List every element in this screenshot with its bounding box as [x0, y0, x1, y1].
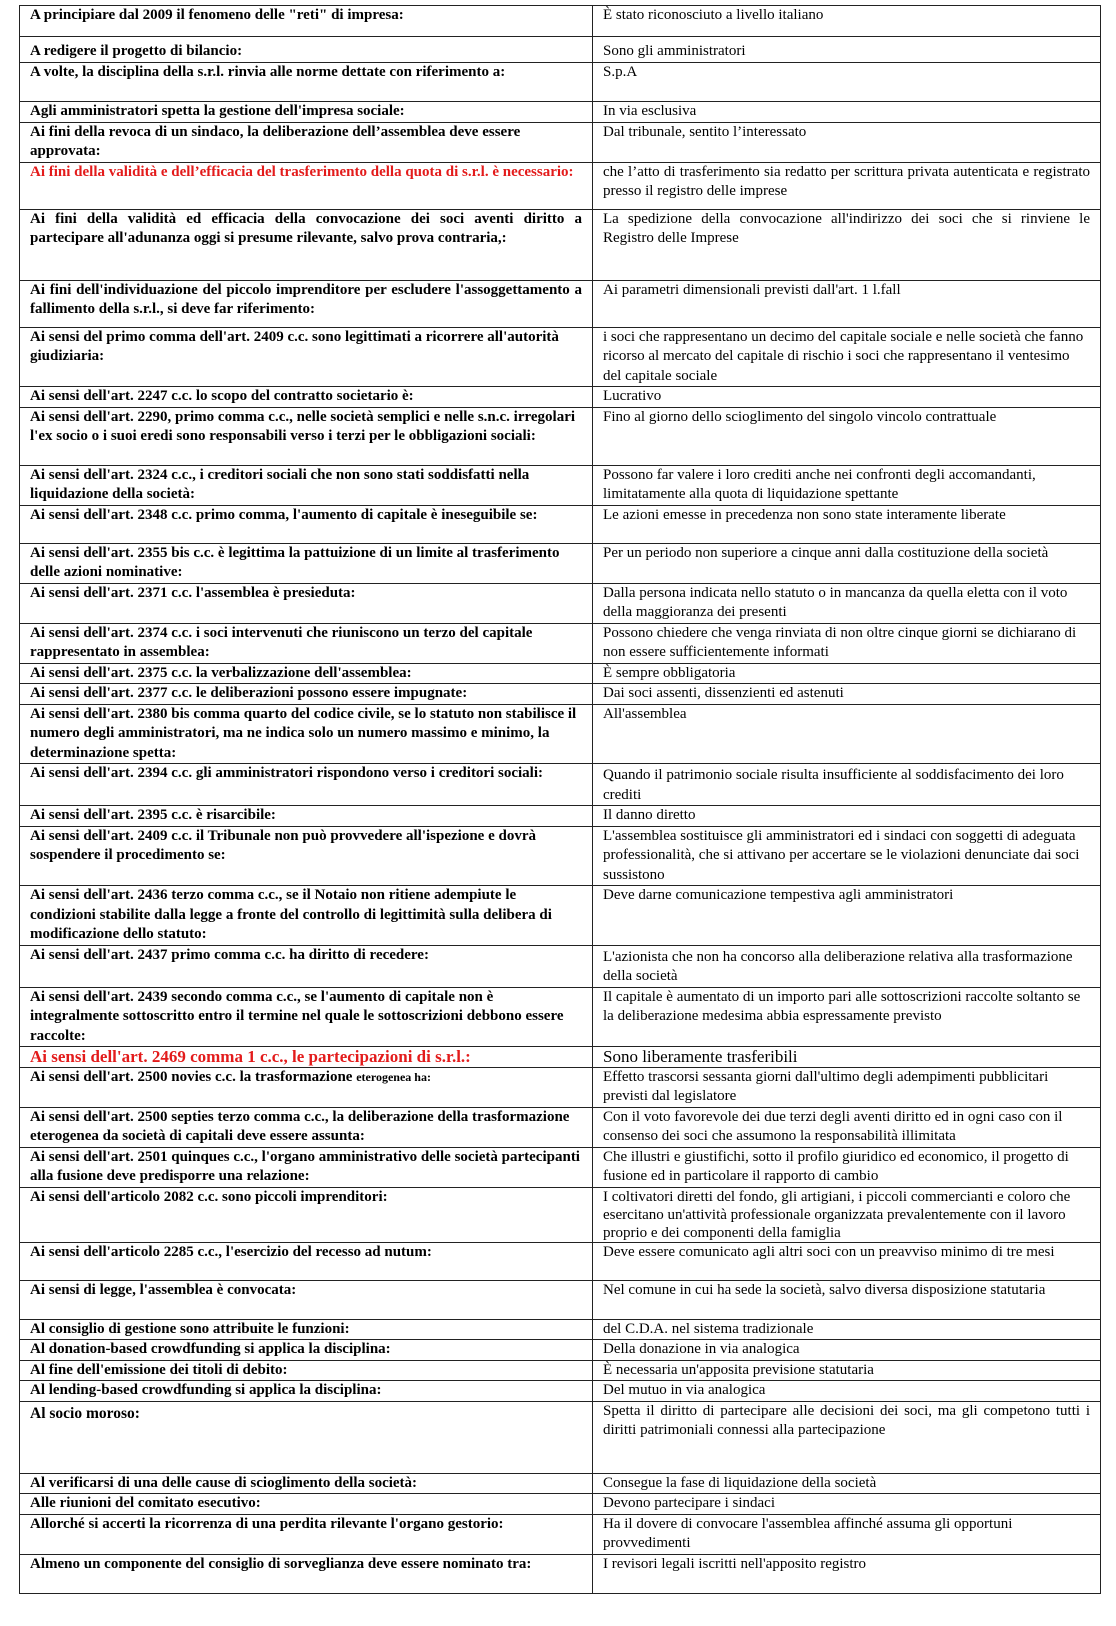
question-cell: A redigere il progetto di bilancio: — [20, 37, 593, 63]
answer-cell: All'assemblea — [593, 704, 1101, 764]
table-row — [20, 826, 1101, 886]
answer-cell: Deve darne comunicazione tempestiva agli amministratori — [593, 886, 1101, 946]
table-row — [20, 1319, 1101, 1340]
question-cell: Ai sensi dell'art. 2348 c.c. primo comma, l'aumento di capitale è ineseguibile se: — [20, 505, 593, 543]
table-row — [20, 623, 1101, 663]
question-cell: Al donation-based crowdfunding si applica la disciplina: — [20, 1340, 593, 1361]
table-row — [20, 1340, 1101, 1361]
table-row — [20, 280, 1101, 327]
table-row — [20, 63, 1101, 102]
answer-cell: Il danno diretto — [593, 806, 1101, 827]
answer-cell: Il capitale è aumentato di un importo pari alle sottoscrizioni raccolte soltanto se la deliberazione medesima abbia espressamente previsto — [593, 987, 1101, 1047]
table-row — [20, 1187, 1101, 1242]
question-cell: Al socio moroso: — [20, 1401, 593, 1473]
question-cell: Almeno un componente del consiglio di sorveglianza deve essere nominato tra: — [20, 1554, 593, 1593]
question-cell: Ai sensi dell'art. 2500 septies terzo comma c.c., la deliberazione della trasformazione eterogenea da società di capitali deve essere assunta: — [20, 1107, 593, 1147]
question-cell: Ai sensi dell'art. 2290, primo comma c.c., nelle società semplici e nelle s.n.c. irregolari l'ex socio o i suoi eredi sono responsabili verso i terzi per le obbligazioni sociali: — [20, 407, 593, 465]
answer-cell: Dalla persona indicata nello statuto o in mancanza da quella eletta con il voto della maggioranza dei presenti — [593, 583, 1101, 623]
question-cell: Ai sensi dell'art. 2501 quinques c.c., l'organo amministrativo delle società partecipanti alla fusione deve predisporre una relazione: — [20, 1147, 593, 1187]
table-row — [20, 1473, 1101, 1494]
answer-cell: In via esclusiva — [593, 102, 1101, 123]
table-row — [20, 1401, 1101, 1473]
answer-cell: Nel comune in cui ha sede la società, salvo diversa disposizione statutaria — [593, 1280, 1101, 1319]
question-cell: Alle riunioni del comitato esecutivo: — [20, 1494, 593, 1515]
answer-cell: Della donazione in via analogica — [593, 1340, 1101, 1361]
table-row — [20, 1514, 1101, 1554]
table-row — [20, 1280, 1101, 1319]
table-row — [20, 663, 1101, 684]
table-row — [20, 37, 1101, 63]
question-text-tail: eterogenea ha: — [356, 1069, 431, 1084]
table-row — [20, 387, 1101, 408]
answer-cell: i soci che rappresentano un decimo del capitale sociale e nelle società che fanno ricorso al mercato del capitale di rischio i soci che rappresentano il ventesimo del capitale sociale — [593, 327, 1101, 387]
question-cell: Al verificarsi di una delle cause di scioglimento della società: — [20, 1473, 593, 1494]
table-row — [20, 465, 1101, 505]
table-row — [20, 1360, 1101, 1381]
table-row — [20, 1047, 1101, 1068]
answer-cell: È stato riconosciuto a livello italiano — [593, 6, 1101, 37]
table-row — [20, 102, 1101, 123]
qa-table — [19, 5, 1101, 1594]
question-cell: Ai sensi dell'art. 2469 comma 1 c.c., le partecipazioni di s.r.l.: — [20, 1047, 593, 1068]
answer-cell: Possono far valere i loro crediti anche nei confronti degli accomandanti, limitatamente alla quota di liquidazione spettante — [593, 465, 1101, 505]
table-row — [20, 684, 1101, 705]
answer-cell: L'azionista che non ha concorso alla deliberazione relativa alla trasformazione della società — [593, 945, 1101, 987]
answer-cell: Sono gli amministratori — [593, 37, 1101, 63]
table-row — [20, 122, 1101, 162]
answer-cell: Deve essere comunicato agli altri soci con un preavviso minimo di tre mesi — [593, 1242, 1101, 1280]
question-cell: Al lending-based crowdfunding si applica la disciplina: — [20, 1381, 593, 1402]
answer-cell: Ha il dovere di convocare l'assemblea affinché assuma gli opportuni provvedimenti — [593, 1514, 1101, 1554]
answer-cell: Spetta il diritto di partecipare alle decisioni dei soci, ma gli competono tutti i diritti patrimoniali connessi alla partecipazione — [593, 1401, 1101, 1473]
answer-cell: S.p.A — [593, 63, 1101, 102]
question-cell: Ai fini della validità ed efficacia della convocazione dei soci aventi diritto a partecipare all'adunanza oggi si presume rilevante, salvo prova contraria,: — [20, 209, 593, 280]
question-cell: Ai sensi dell'articolo 2285 c.c., l'esercizio del recesso ad nutum: — [20, 1242, 593, 1280]
question-cell — [20, 1067, 593, 1107]
question-cell: Ai sensi dell'art. 2247 c.c. lo scopo del contratto societario è: — [20, 387, 593, 408]
answer-cell: Possono chiedere che venga rinviata di non oltre cinque giorni se dichiarano di non essere sufficientemente informati — [593, 623, 1101, 663]
question-cell: Ai fini dell'individuazione del piccolo imprenditore per escludere l'assoggettamento a fallimento della s.r.l., si deve far riferimento: — [20, 280, 593, 327]
answer-cell: L'assemblea sostituisce gli amministratori ed i sindaci con soggetti di adeguata professionalità, che si attivano per accertare se le violazioni denunciate dai soci sussistono — [593, 826, 1101, 886]
answer-cell: Effetto trascorsi sessanta giorni dall'ultimo degli adempimenti pubblicitari previsti dal legislatore — [593, 1067, 1101, 1107]
table-row — [20, 704, 1101, 764]
answer-cell: Dal tribunale, sentito l’interessato — [593, 122, 1101, 162]
table-row — [20, 209, 1101, 280]
answer-cell: La spedizione della convocazione all'indirizzo dei soci che si rinviene le Registro delle Imprese — [593, 209, 1101, 280]
question-cell: Ai sensi dell'art. 2377 c.c. le deliberazioni possono essere impugnate: — [20, 684, 593, 705]
table-row — [20, 886, 1101, 946]
table-row — [20, 764, 1101, 806]
question-cell: Ai sensi dell'art. 2355 bis c.c. è legittima la pattuizione di un limite al trasferimento delle azioni nominative: — [20, 543, 593, 583]
question-cell: Ai fini della revoca di un sindaco, la deliberazione dell’assemblea deve essere approvata: — [20, 122, 593, 162]
answer-cell: Sono liberamente trasferibili — [593, 1047, 1101, 1068]
table-row — [20, 1147, 1101, 1187]
question-cell: Al fine dell'emissione dei titoli di debito: — [20, 1360, 593, 1381]
table-row — [20, 407, 1101, 465]
table-row — [20, 1242, 1101, 1280]
answer-cell: Fino al giorno dello scioglimento del singolo vincolo contrattuale — [593, 407, 1101, 465]
answer-cell: Ai parametri dimensionali previsti dall'art. 1 l.fall — [593, 280, 1101, 327]
answer-cell: Dai soci assenti, dissenzienti ed astenuti — [593, 684, 1101, 705]
table-row — [20, 806, 1101, 827]
question-cell: Ai sensi dell'art. 2375 c.c. la verbalizzazione dell'assemblea: — [20, 663, 593, 684]
question-cell: A principiare dal 2009 il fenomeno delle "reti" di impresa: — [20, 6, 593, 37]
answer-cell: del C.D.A. nel sistema tradizionale — [593, 1319, 1101, 1340]
question-cell: Ai sensi dell'art. 2409 c.c. il Tribunale non può provvedere all'ispezione e dovrà sospendere il procedimento se: — [20, 826, 593, 886]
table-row — [20, 1381, 1101, 1402]
answer-cell: Consegue la fase di liquidazione della società — [593, 1473, 1101, 1494]
question-cell: Agli amministratori spetta la gestione dell'impresa sociale: — [20, 102, 593, 123]
question-cell: Ai sensi dell'art. 2437 primo comma c.c. ha diritto di recedere: — [20, 945, 593, 987]
answer-cell: Del mutuo in via analogica — [593, 1381, 1101, 1402]
answer-cell: Lucrativo — [593, 387, 1101, 408]
answer-cell: Devono partecipare i sindaci — [593, 1494, 1101, 1515]
answer-cell: Per un periodo non superiore a cinque anni dalla costituzione della società — [593, 543, 1101, 583]
table-row — [20, 162, 1101, 209]
question-cell: Allorché si accerti la ricorrenza di una perdita rilevante l'organo gestorio: — [20, 1514, 593, 1554]
question-cell: Ai sensi dell'articolo 2082 c.c. sono piccoli imprenditori: — [20, 1187, 593, 1242]
question-cell: Ai sensi dell'art. 2395 c.c. è risarcibile: — [20, 806, 593, 827]
table-row — [20, 6, 1101, 37]
question-cell: A volte, la disciplina della s.r.l. rinvia alle norme dettate con riferimento a: — [20, 63, 593, 102]
table-row — [20, 543, 1101, 583]
question-cell: Ai sensi di legge, l'assemblea è convocata: — [20, 1280, 593, 1319]
answer-cell: che l’atto di trasferimento sia redatto per scrittura privata autenticata e registrato presso il registro delle imprese — [593, 162, 1101, 209]
question-cell: Ai sensi dell'art. 2324 c.c., i creditori sociali che non sono stati soddisfatti nella liquidazione della società: — [20, 465, 593, 505]
question-cell: Ai sensi dell'art. 2371 c.c. l'assemblea è presieduta: — [20, 583, 593, 623]
question-cell: Ai sensi dell'art. 2380 bis comma quarto del codice civile, se lo statuto non stabilisce il numero degli amministratori, ma ne indica solo un numero massimo e minimo, la determinazione spetta: — [20, 704, 593, 764]
question-cell: Al consiglio di gestione sono attribuite le funzioni: — [20, 1319, 593, 1340]
question-text: Ai sensi dell'art. 2500 novies c.c. la trasformazione — [30, 1068, 353, 1085]
question-cell: Ai sensi dell'art. 2394 c.c. gli amministratori rispondono verso i creditori sociali: — [20, 764, 593, 806]
table-row — [20, 1494, 1101, 1515]
table-row — [20, 987, 1101, 1047]
question-cell: Ai fini della validità e dell’efficacia del trasferimento della quota di s.r.l. è necessario: — [20, 162, 593, 209]
table-row — [20, 505, 1101, 543]
answer-cell: I coltivatori diretti del fondo, gli artigiani, i piccoli commercianti e coloro che esercitano un'attività professionale organizzata prevalentemente con il lavoro proprio e dei componenti della famiglia — [593, 1187, 1101, 1242]
answer-cell: È sempre obbligatoria — [593, 663, 1101, 684]
question-cell: Ai sensi dell'art. 2374 c.c. i soci intervenuti che riuniscono un terzo del capitale rappresentato in assemblea: — [20, 623, 593, 663]
table-row — [20, 583, 1101, 623]
answer-cell: Che illustri e giustifichi, sotto il profilo giuridico ed economico, il progetto di fusione ed in particolare il rapporto di cambio — [593, 1147, 1101, 1187]
answer-cell: È necessaria un'apposita previsione statutaria — [593, 1360, 1101, 1381]
answer-cell: I revisori legali iscritti nell'apposito registro — [593, 1554, 1101, 1593]
table-row — [20, 945, 1101, 987]
question-cell: Ai sensi dell'art. 2439 secondo comma c.c., se l'aumento di capitale non è integralmente sottoscritto entro il termine nel quale le sottoscrizioni debbono essere raccolte: — [20, 987, 593, 1047]
table-row — [20, 1107, 1101, 1147]
table-row — [20, 1067, 1101, 1107]
question-cell: Ai sensi dell'art. 2436 terzo comma c.c., se il Notaio non ritiene adempiute le condizioni stabilite dalla legge a fronte del controllo di legittimità sulla delibera di modificazione dello statuto: — [20, 886, 593, 946]
question-cell: Ai sensi del primo comma dell'art. 2409 c.c. sono legittimati a ricorrere all'autorità giudiziaria: — [20, 327, 593, 387]
answer-cell: Le azioni emesse in precedenza non sono state interamente liberate — [593, 505, 1101, 543]
answer-cell: Con il voto favorevole dei due terzi degli aventi diritto ed in ogni caso con il consenso dei soci che assumono la responsabilità illimitata — [593, 1107, 1101, 1147]
table-row — [20, 1554, 1101, 1593]
table-row — [20, 327, 1101, 387]
answer-cell: Quando il patrimonio sociale risulta insufficiente al soddisfacimento dei loro crediti — [593, 764, 1101, 806]
